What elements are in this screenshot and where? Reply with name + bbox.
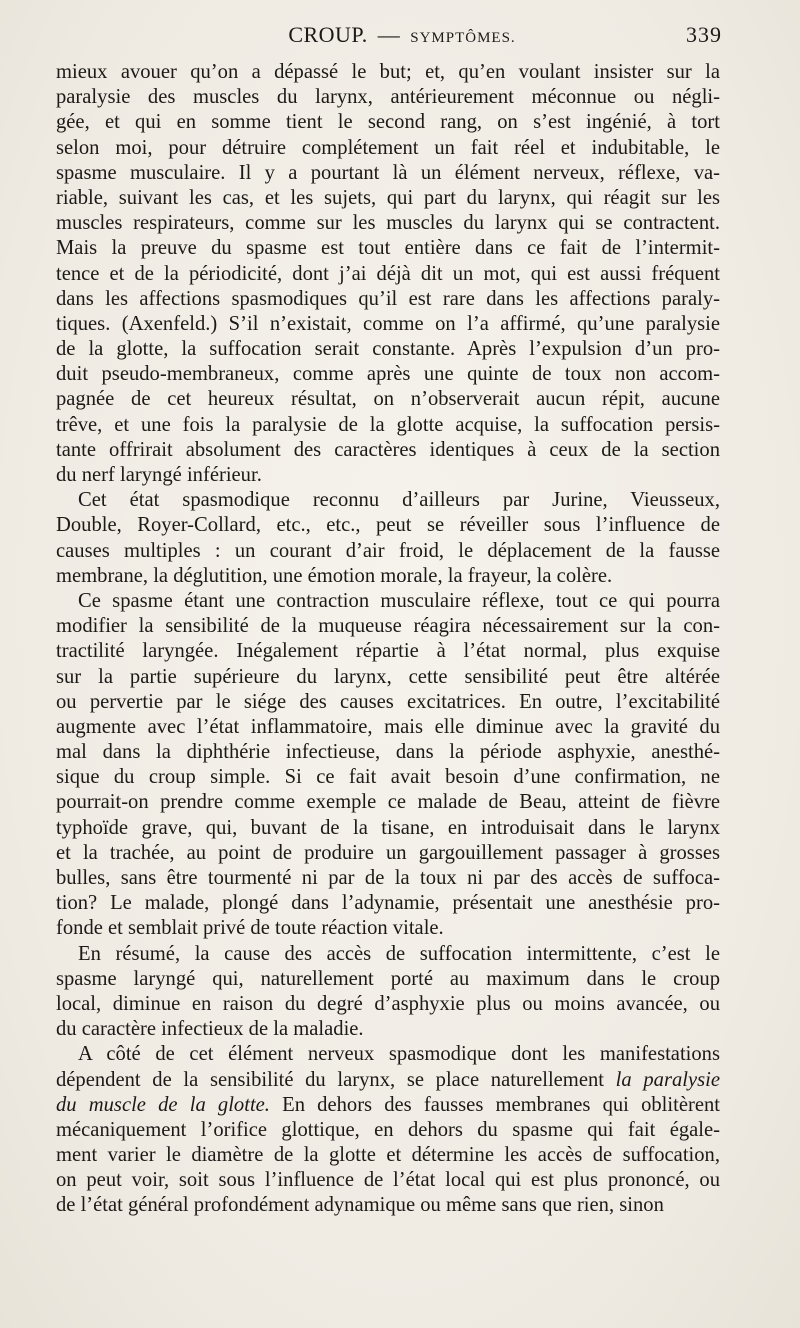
text-line [56,1168,720,1193]
text-segment: augmente avec l’état inflammatoire, mais elle diminue avec la gravité du [56,715,720,738]
text-segment: sique du croup simple. Si ce fait avait besoin d’une confirmation, ne [56,766,720,789]
text-line [56,387,720,412]
text-line [56,362,720,387]
text-segment: typhoïde grave, qui, buvant de la tisane, en introduisait dans le larynx [56,816,720,839]
text-segment: modifier la sensibilité de la muqueuse réagira nécessairement sur la con- [56,615,720,638]
text-segment: ment varier le diamètre de la glotte et détermine les accès de suffocation, [56,1144,720,1167]
text-segment: A côté de cet élément nerveux spasmodique dont les manifestations [78,1043,720,1066]
text-line [56,161,720,186]
text-segment: pourrait-on prendre comme exemple ce malade de Beau, atteint de fièvre [56,791,720,814]
text-segment: sur la partie supérieure du larynx, cette sensibilité peut être altérée [56,665,720,688]
text-line [56,690,720,715]
text-segment: causes multiples : un courant d’air froid, le déplacement de la fausse [56,539,720,562]
text-segment: du caractère infectieux de la maladie. [56,1018,364,1041]
text-line [56,841,720,866]
text-segment: riable, suivant les cas, et les sujets, qui part du larynx, qui réagit sur les [56,186,720,209]
text-line [56,639,720,664]
text-line [56,1042,720,1067]
text-segment: de l’état général profondément adynamique ou même sans que rien, sinon [56,1194,664,1217]
text-line [56,1118,720,1143]
text-segment: Mais la preuve du spasme est tout entière dans ce fait de l’intermit- [56,237,720,260]
text-segment: et la trachée, au point de produire un gargouillement passager à grosses [56,841,720,864]
italic-text-segment: du muscle de la glotte. [56,1093,270,1116]
text-segment: En dehors des fausses membranes qui oblitèrent [269,1093,720,1116]
text-line [56,992,720,1017]
text-segment: mieux avouer qu’on a dépassé le but; et, qu’en voulant insister sur la [56,61,720,83]
text-segment: fonde et semblait privé de toute réaction vitale. [56,917,444,940]
text-line [56,866,720,891]
text-segment: En résumé, la cause des accès de suffocation intermittente, c’est le [78,942,720,965]
running-head-main: CROUP. [288,22,368,47]
text-line [56,186,720,211]
text-line [56,211,720,236]
text-line [56,790,720,815]
text-segment: tante offrirait absolument des caractères identiques à ceux de la section [56,438,720,461]
text-segment: de la glotte, la suffocation serait constante. Après l’expulsion d’un pro- [56,338,720,361]
text-segment: gée, et qui en somme tient le second rang, on s’est ingénié, à tort [56,111,720,134]
text-segment: dépendent de la sensibilité du larynx, se place naturellement [56,1068,616,1091]
text-line [56,1093,720,1118]
running-head-separator: — [377,22,401,47]
text-line [56,413,720,438]
text-segment: spasme laryngé qui, naturellement porté au maximum dans le croup [56,967,720,990]
text-line [56,1143,720,1168]
text-segment: trêve, et une fois la paralysie de la glotte acquise, la suffocation persis- [56,413,720,436]
text-line [56,539,720,564]
text-line [56,740,720,765]
text-segment: du nerf laryngé inférieur. [56,464,262,486]
text-line [56,1017,720,1042]
text-line [56,967,720,992]
text-segment: mécaniquement l’orifice glottique, en dehors du spasme qui fait égale- [56,1118,720,1141]
text-line [56,463,720,488]
text-line [56,942,720,967]
text-line [56,287,720,312]
text-line [56,816,720,841]
text-segment: duit pseudo-membraneux, comme après une quinte de toux non accom- [56,363,720,386]
text-segment: bulles, sans être tourmenté ni par de la toux ni par des accès de suffoca- [56,867,720,889]
text-line [56,891,720,916]
running-head-title [288,22,515,48]
text-line [56,60,720,85]
running-header [58,22,722,54]
text-line [56,589,720,614]
text-segment: ou pervertie par le siége des causes excitatrices. En outre, l’excitabilité [56,690,720,713]
body-text [56,60,720,1219]
text-segment: paralysie des muscles du larynx, antérieurement méconnue ou négli- [56,86,720,109]
text-line [56,1068,720,1093]
text-line [56,85,720,110]
text-line [56,438,720,463]
italic-text-segment: la paralysie [615,1068,721,1091]
text-line [56,1193,720,1218]
text-line [56,916,720,941]
text-segment: on peut voir, soit sous l’influence de l’état local qui est plus prononcé, ou [56,1169,720,1192]
text-line [56,312,720,337]
text-line [56,488,720,513]
running-head-subtitle: SYMPTÔMES. [410,30,516,46]
text-segment: tractilité laryngée. Inégalement répartie à l’état normal, plus exquise [56,640,720,663]
text-segment: tion? Le malade, plongé dans l’adynamie, présentait une anesthésie pro- [56,892,720,915]
text-line [56,564,720,589]
text-segment: Ce spasme étant une contraction musculaire réflexe, tout ce qui pourra [78,589,720,612]
text-segment: tiques. (Axenfeld.) S’il n’existait, comme on l’a affirmé, qu’une paralysie [56,312,720,335]
text-line [56,136,720,161]
text-segment: Double, Royer-Collard, etc., etc., peut se réveiller sous l’influence de [56,514,720,537]
text-segment: muscles respirateurs, comme sur les muscles du larynx qui se contractent. [56,212,720,235]
text-segment: spasme musculaire. Il y a pourtant là un élément nerveux, réflexe, va- [56,161,720,184]
text-segment: mal dans la diphthérie infectieuse, dans la période asphyxie, anesthé- [56,741,720,764]
text-segment: selon moi, pour détruire complétement un fait réel et indubitable, le [56,136,720,159]
text-line [56,715,720,740]
text-line [56,614,720,639]
text-segment: tence et de la périodicité, dont j’ai déjà dit un mot, qui est aussi fréquent [56,262,720,285]
text-segment: dans les affections spasmodiques qu’il est rare dans les affections paraly- [56,287,720,310]
text-line [56,513,720,538]
text-segment: membrane, la déglutition, une émotion morale, la frayeur, la colère. [56,564,613,587]
page-number: 339 [686,22,722,47]
text-line [56,262,720,287]
text-line [56,665,720,690]
text-line [56,236,720,261]
text-segment: pagnée de cet heureux résultat, on n’observerait aucun répit, aucune [56,388,720,411]
text-segment: Cet état spasmodique reconnu d’ailleurs par Jurine, Vieusseux, [78,489,720,512]
text-line [56,110,720,135]
text-line [56,765,720,790]
text-segment: local, diminue en raison du degré d’asphyxie plus ou moins avancée, ou [56,992,720,1015]
text-line [56,337,720,362]
